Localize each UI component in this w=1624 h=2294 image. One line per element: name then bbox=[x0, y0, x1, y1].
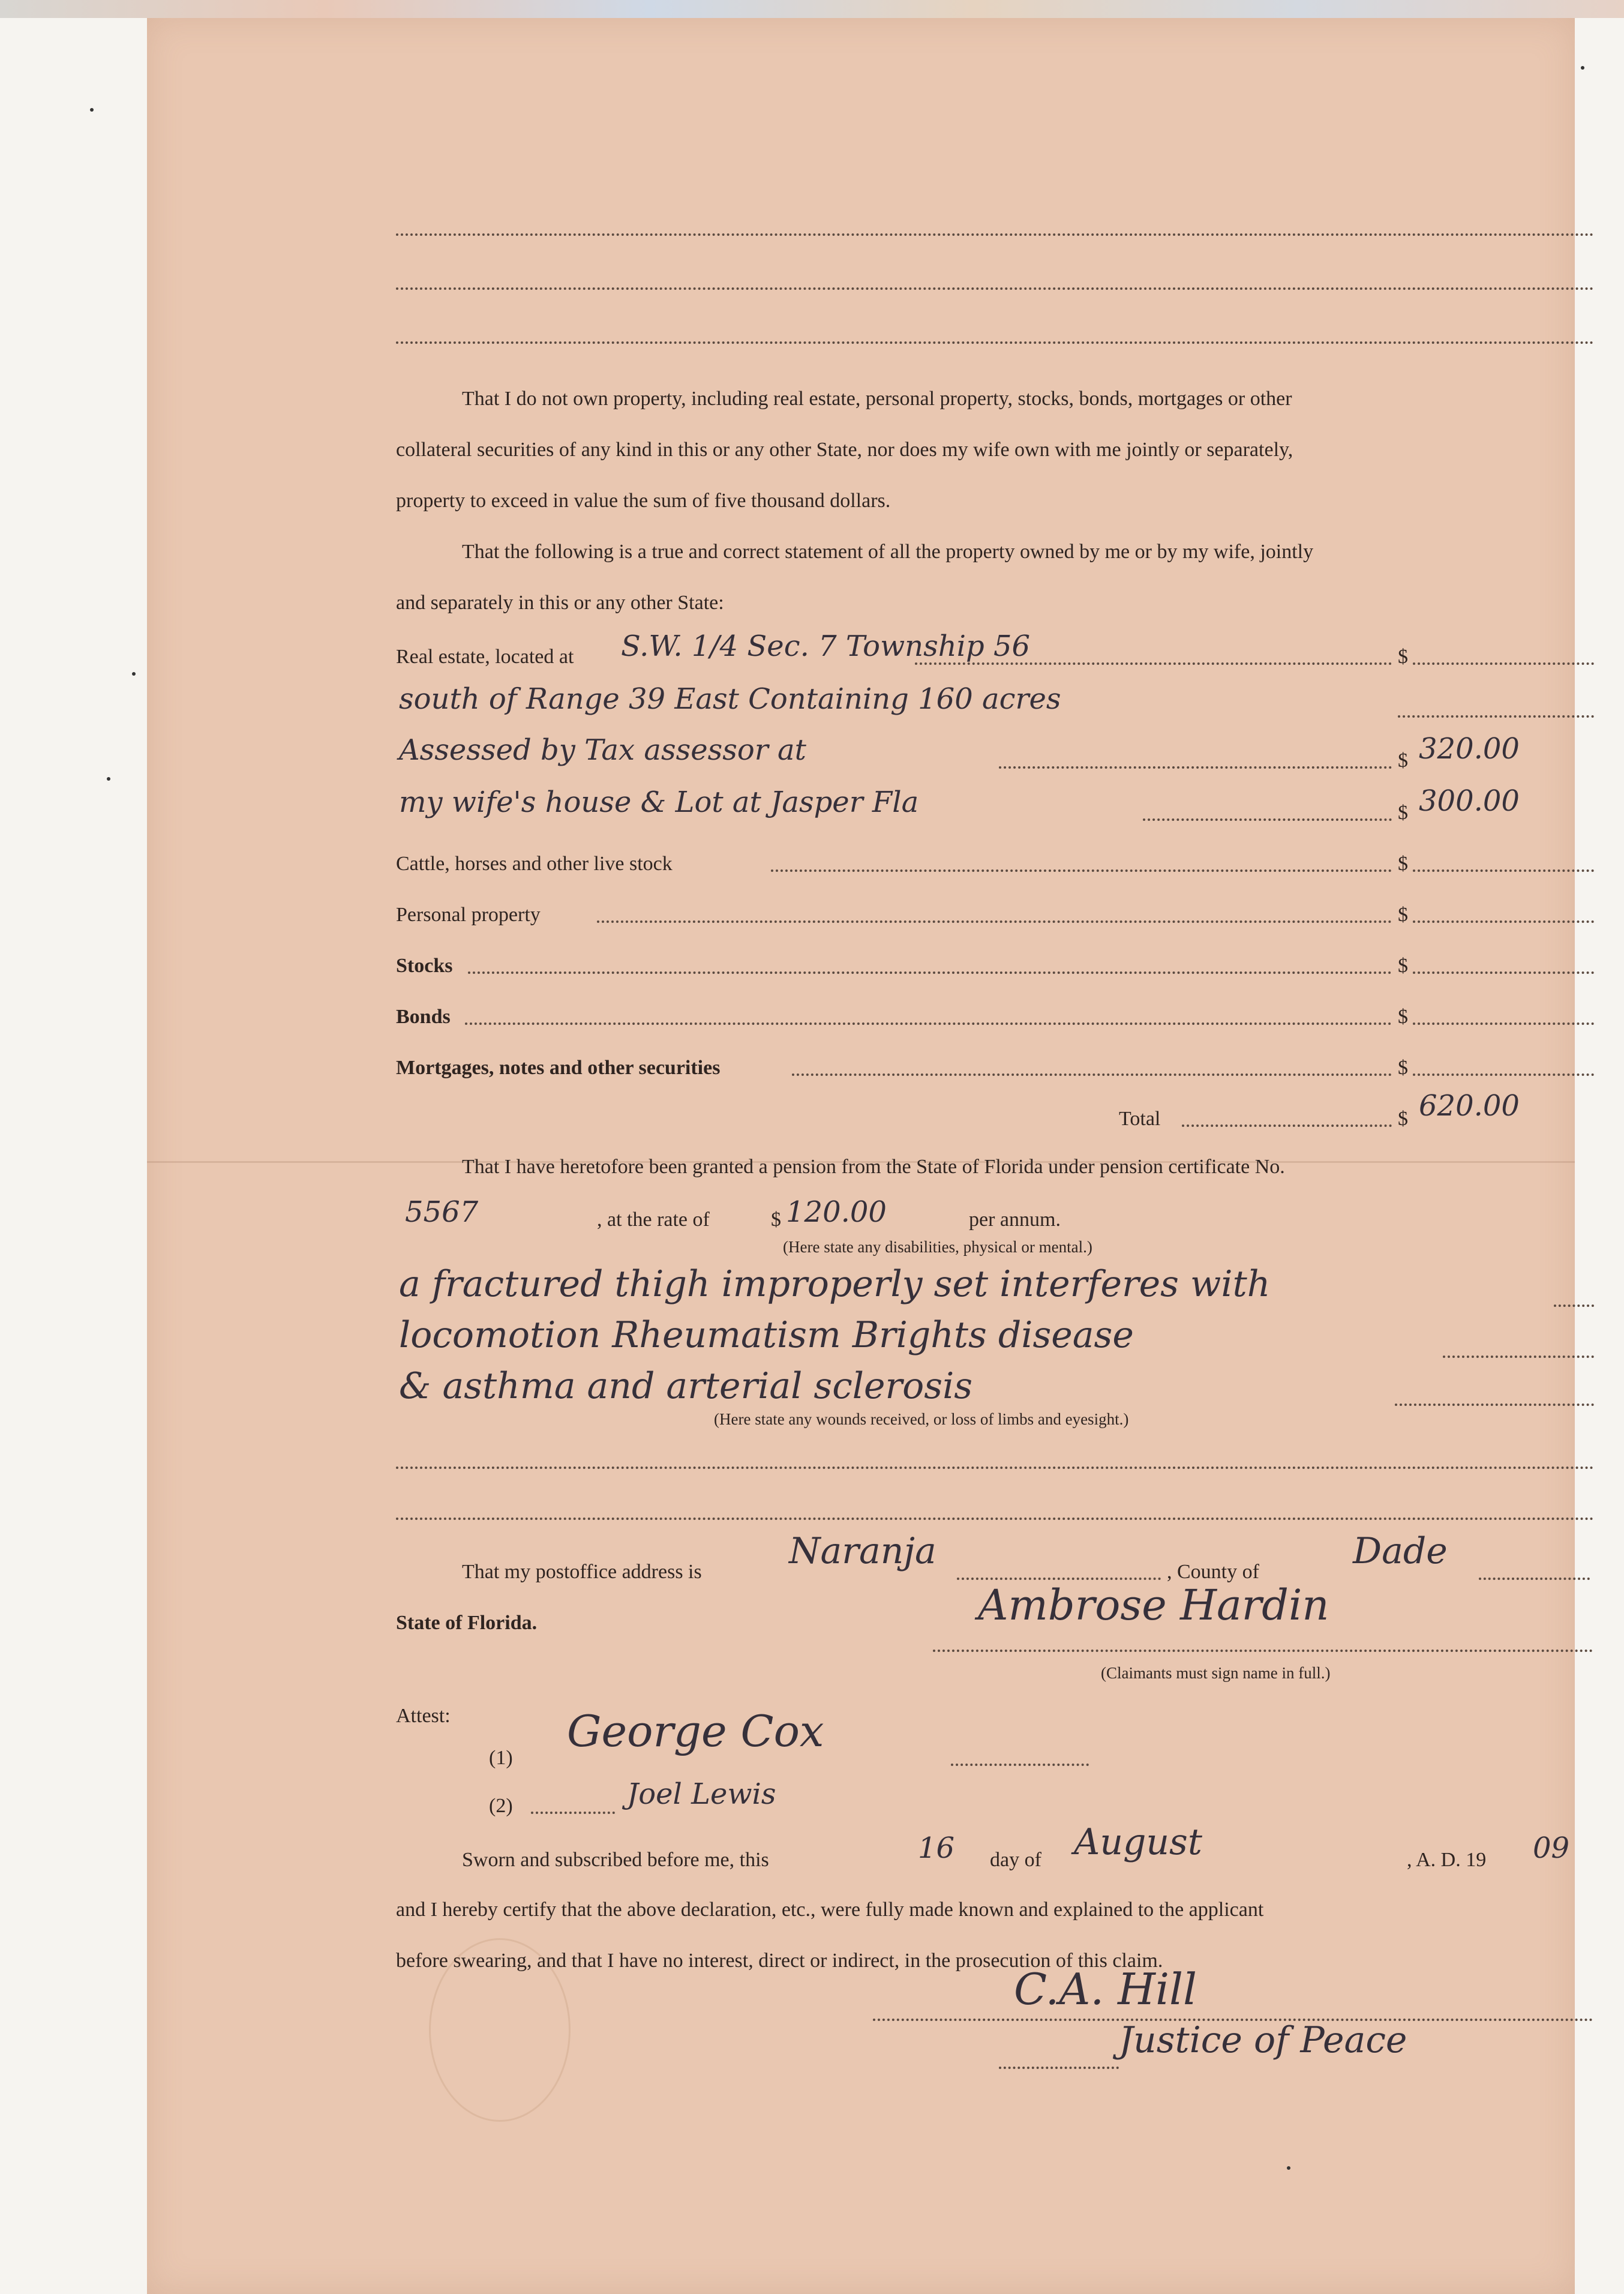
declaration-line: property to exceed in value the sum of five thousand dollars. bbox=[396, 490, 891, 512]
property-row-label: Cattle, horses and other live stock bbox=[396, 853, 673, 875]
dollar-sign: $ bbox=[1398, 802, 1408, 824]
attest-label: Attest: bbox=[396, 1705, 451, 1727]
real-estate-label: Real estate, located at bbox=[396, 646, 574, 668]
disabilities-caption: (Here state any disabilities, physical or mental.) bbox=[783, 1238, 1092, 1256]
property-row-label: Personal property bbox=[396, 904, 541, 926]
property-row-label: Stocks bbox=[396, 955, 453, 977]
leader-dots bbox=[1479, 1575, 1590, 1580]
leader-dots bbox=[1443, 1353, 1594, 1358]
dollar-sign: $ bbox=[1398, 955, 1408, 977]
wounds-caption: (Here state any wounds received, or loss of limbs and eyesight.) bbox=[714, 1410, 1129, 1428]
disability-line: a fractured thigh improperly set interferes with bbox=[399, 1263, 1271, 1305]
leader-dots bbox=[1143, 816, 1392, 821]
address-prefix: That my postoffice address is bbox=[462, 1561, 702, 1583]
real-estate-location: S.W. 1/4 Sec. 7 Township 56 bbox=[621, 629, 1031, 663]
dollar-sign: $ bbox=[1398, 646, 1408, 668]
signature-line bbox=[933, 1647, 1593, 1652]
pension-rate: 120.00 bbox=[786, 1195, 887, 1229]
leader-dots bbox=[1554, 1302, 1594, 1307]
blank-line bbox=[396, 1515, 1594, 1520]
dollar-sign: $ bbox=[1398, 749, 1408, 772]
speck bbox=[1581, 66, 1584, 70]
real-estate-value: 320.00 bbox=[1419, 732, 1520, 766]
blank-line bbox=[396, 339, 1594, 344]
speck bbox=[107, 777, 110, 781]
witness-signature: George Cox bbox=[567, 1706, 824, 1756]
dollar-sign: $ bbox=[1398, 853, 1408, 875]
leader-dots bbox=[951, 1761, 1089, 1766]
leader-dots bbox=[999, 2064, 1119, 2069]
pension-claim-page bbox=[147, 18, 1575, 2294]
state-line: State of Florida. bbox=[396, 1612, 538, 1634]
dollar-sign: $ bbox=[1398, 904, 1408, 926]
leader-dots bbox=[771, 867, 1392, 872]
sworn-prefix: Sworn and subscribed before me, this bbox=[462, 1849, 769, 1871]
leader-dots bbox=[792, 1071, 1392, 1076]
leader-dots bbox=[468, 969, 1392, 974]
leader-dots bbox=[957, 1575, 1161, 1580]
county-label: , County of bbox=[1167, 1561, 1259, 1583]
county-value: Dade bbox=[1353, 1530, 1448, 1572]
leader-dots bbox=[1182, 1122, 1392, 1127]
witness-number: (1) bbox=[489, 1747, 513, 1769]
real-estate-location: south of Range 39 East Containing 160 acres bbox=[399, 682, 1061, 716]
witness-signature: Joel Lewis bbox=[627, 1777, 776, 1811]
dollar-sign: $ bbox=[1398, 1057, 1408, 1079]
disability-line: & asthma and arterial sclerosis bbox=[399, 1365, 973, 1407]
leader-dots bbox=[531, 1809, 615, 1814]
statement-line: and separately in this or any other State: bbox=[396, 592, 724, 614]
leader-dots bbox=[1413, 918, 1594, 923]
total-value: 620.00 bbox=[1419, 1089, 1520, 1123]
leader-dots bbox=[1413, 867, 1594, 872]
real-estate-location: Assessed by Tax assessor at bbox=[399, 733, 806, 767]
speck bbox=[90, 108, 94, 112]
certify-line: before swearing, and that I have no interest, direct or indirect, in the prosecution of this claim. bbox=[396, 1950, 1163, 1972]
claimant-caption: (Claimants must sign name in full.) bbox=[1101, 1664, 1331, 1682]
leader-dots bbox=[1413, 969, 1594, 974]
dollar-sign: $ bbox=[771, 1209, 781, 1231]
property-row-label: Mortgages, notes and other securities bbox=[396, 1057, 721, 1079]
leader-dots bbox=[597, 918, 1392, 923]
rate-prefix: , at the rate of bbox=[597, 1209, 710, 1231]
leader-dots bbox=[1413, 1071, 1594, 1076]
day-of-label: day of bbox=[990, 1849, 1041, 1871]
leader-dots bbox=[465, 1020, 1392, 1025]
speck bbox=[1287, 2166, 1290, 2170]
real-estate-location: my wife's house & Lot at Jasper Fla bbox=[399, 785, 919, 819]
sworn-month: August bbox=[1074, 1821, 1202, 1863]
certificate-number: 5567 bbox=[405, 1195, 479, 1229]
pension-statement: That I have heretofore been granted a pension from the State of Florida under pension certificate No. bbox=[462, 1156, 1285, 1178]
official-title: Justice of Peace bbox=[1119, 2019, 1407, 2061]
blank-line bbox=[396, 231, 1594, 236]
disability-line: locomotion Rheumatism Brights disease bbox=[399, 1314, 1134, 1356]
leader-dots bbox=[1413, 1020, 1594, 1025]
scanner-edge bbox=[0, 0, 1624, 18]
declaration-line: collateral securities of any kind in this or any other State, nor does my wife own with me jointly or separately, bbox=[396, 439, 1293, 461]
leader-dots bbox=[1395, 1401, 1594, 1406]
blank-line bbox=[396, 285, 1594, 290]
blank-line bbox=[396, 1464, 1594, 1469]
statement-line: That the following is a true and correct statement of all the property owned by me or by my wife, jointly bbox=[462, 541, 1314, 563]
leader-dots bbox=[1413, 660, 1594, 665]
real-estate-value: 300.00 bbox=[1419, 784, 1520, 818]
leader-dots bbox=[915, 660, 1392, 665]
total-label: Total bbox=[1119, 1108, 1161, 1130]
ad-label: , A. D. 19 bbox=[1407, 1849, 1487, 1871]
witness-number: (2) bbox=[489, 1795, 513, 1817]
certify-line: and I hereby certify that the above declaration, etc., were fully made known and explained to the applicant bbox=[396, 1899, 1264, 1921]
official-signature: C.A. Hill bbox=[1014, 1964, 1197, 2014]
sworn-year: 09 bbox=[1533, 1831, 1570, 1865]
property-row-label: Bonds bbox=[396, 1006, 451, 1028]
postoffice-value: Naranja bbox=[789, 1530, 936, 1572]
claimant-signature: Ambrose Hardin bbox=[978, 1581, 1329, 1630]
speck bbox=[132, 672, 136, 676]
leader-dots bbox=[999, 764, 1392, 769]
leader-dots bbox=[1398, 713, 1594, 718]
dollar-sign: $ bbox=[1398, 1006, 1408, 1028]
declaration-line: That I do not own property, including real estate, personal property, stocks, bonds, mortgages or other bbox=[462, 388, 1292, 410]
rate-suffix: per annum. bbox=[969, 1209, 1061, 1231]
dollar-sign: $ bbox=[1398, 1108, 1408, 1130]
sworn-day: 16 bbox=[918, 1831, 955, 1865]
